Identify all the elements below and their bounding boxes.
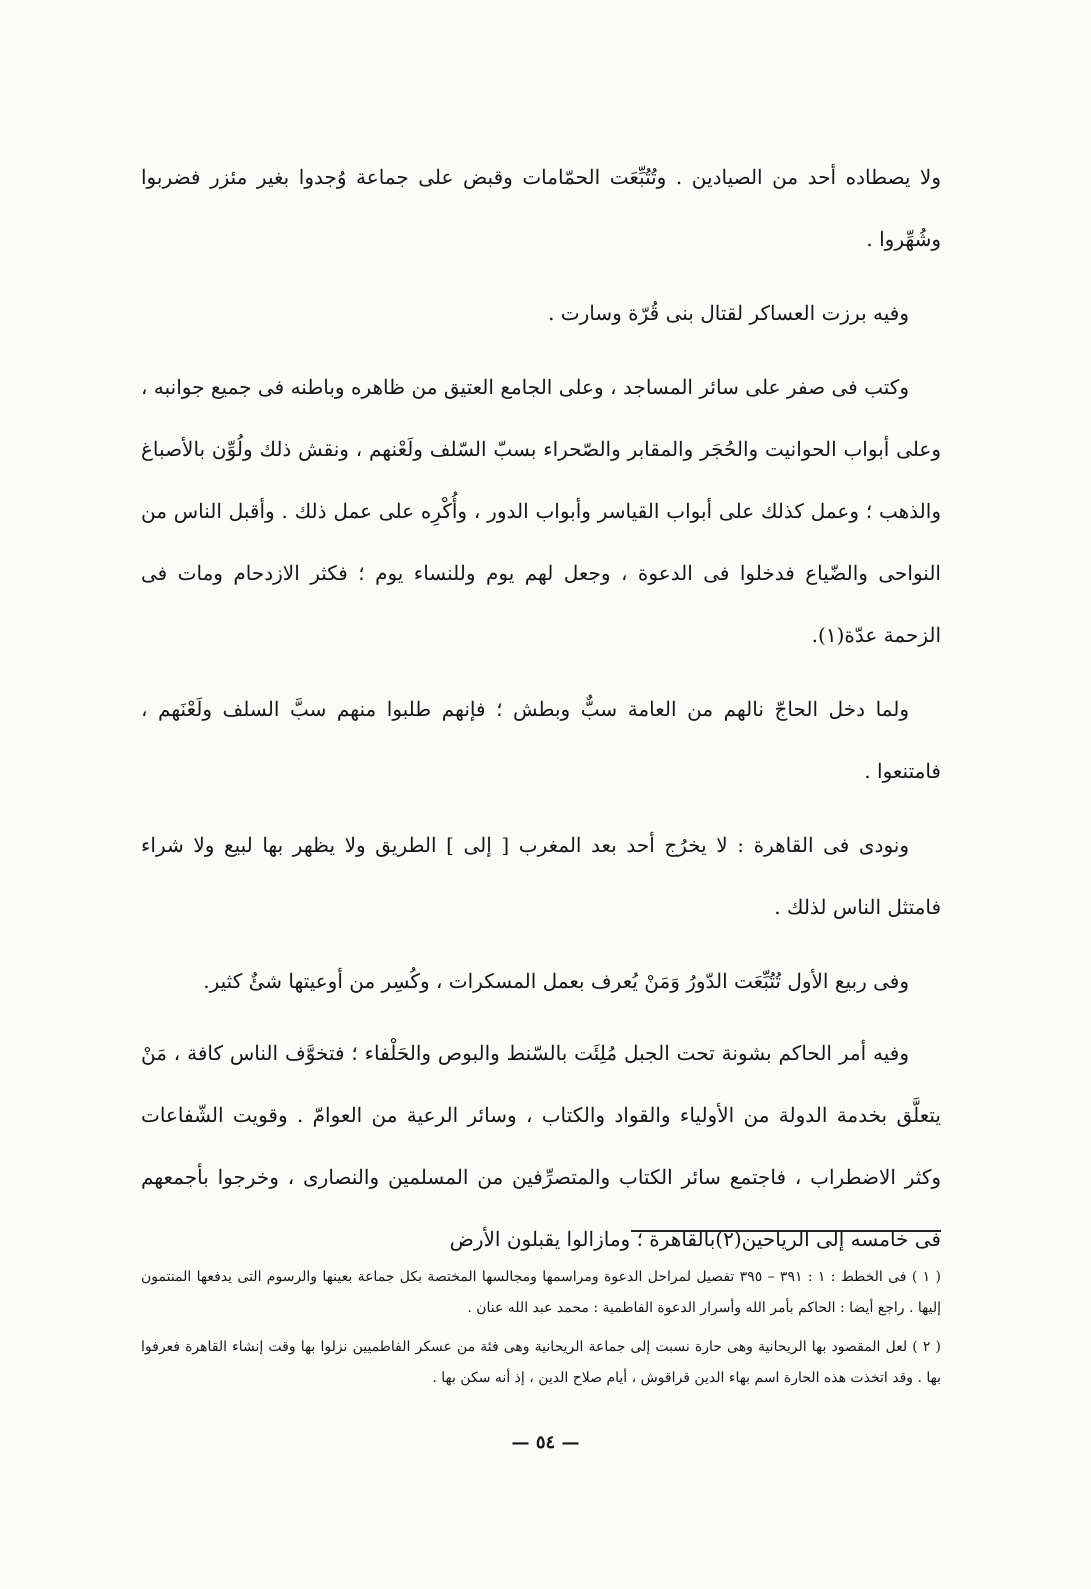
paragraph-6: وفى ربيع الأول تُتُبِّعَت الدّورُ وَمَنْ يُعرف بعمل المسكرات ، وكُسِر من أوعيتها شئٌ كثير. [203,969,909,993]
paragraph-2: وفيه برزت العساكر لقتال بنى قُرّة وسارت . [548,301,909,325]
footnote-divider [631,1230,941,1232]
footnotes [141,1262,941,1402]
footnote-2: ( ٢ ) لعل المقصود بها الريحانية وهى حارة نسبت إلى جماعة الريحانية وهى فئة من عسكر الفاطميين نزلوا بها وقت إنشاء القاهرة فعرفوا بها . وقد اتخذت هذه الحارة اسم بهاء الدين قراقوش ، أيام صلاح الدين ، إذ أنه سكن بها . [141,1339,941,1386]
main-text [141,146,941,1282]
paragraph-5: ونودى فى القاهرة : لا يخرُج أحد بعد المغرب [ إلى ] الطريق ولا يظهر بها لبيع ولا شراء فامتثل الناس لذلك . [141,833,941,919]
paragraph-7: وفيه أمر الحاكم بشونة تحت الجبل مُلِئَت بالسّنط والبوص والحَلْفاء ؛ فتخوَّف الناس كافة ، مَنْ يتعلَّق بخدمة الدولة من الأولياء والقواد والكتاب ، وسائر الرعية من العوامّ . وقويت الشّفاعات وكثر الاضطراب ، فاجتمع سائر الكتاب والمتصرِّفين من المسلمين والنصارى ، وخرجوا بأجمعهم فى خامسه إلى الرياحين(٢)بالقاهرة ؛ ومازالوا يقبلون الأرض [141,1041,941,1251]
page-number: — ٥٤ — [511,1432,580,1453]
paragraph-3: وكتب فى صفر على سائر المساجد ، وعلى الجامع العتيق من ظاهره وباطنه فى جميع جوانبه ، وعلى أبواب الحوانيت والحُجَر والمقابر والصّحراء بسبّ السّلف ولَعْنهم ، ونقش ذلك ولُوِّن بالأصباغ والذهب ؛ وعمل كذلك على أبواب القياسر وأبواب الدور ، وأُكْرِه على عمل ذلك . وأقبل الناس من النواحى والضّياع فدخلوا فى الدعوة ، وجعل لهم يوم وللنساء يوم ؛ فكثر الازدحام ومات فى الزحمة عدّة(١). [141,375,941,647]
paragraph-1: ولا يصطاده أحد من الصيادين . وتُتُبِّعَت الحمّامات وقبض على جماعة وُجدوا بغير مئزر فضربوا وشُهِّروا . [141,165,941,251]
footnote-1: ( ١ ) فى الخطط : ١ : ٣٩١ – ٣٩٥ تفصيل لمراحل الدعوة ومراسمها ومجالسها المختصة بكل جماعة بعينها والرسوم التى يدفعها المنتمون إليها . راجع أيضا : الحاكم بأمر الله وأسرار الدعوة الفاطمية : محمد عبد الله عنان . [141,1269,941,1316]
paragraph-4: ولما دخل الحاجّ نالهم من العامة سبٌّ وبطش ؛ فإنهم طلبوا منهم سبَّ السلف ولَعْنَهم ، فامتنعوا . [141,697,941,783]
